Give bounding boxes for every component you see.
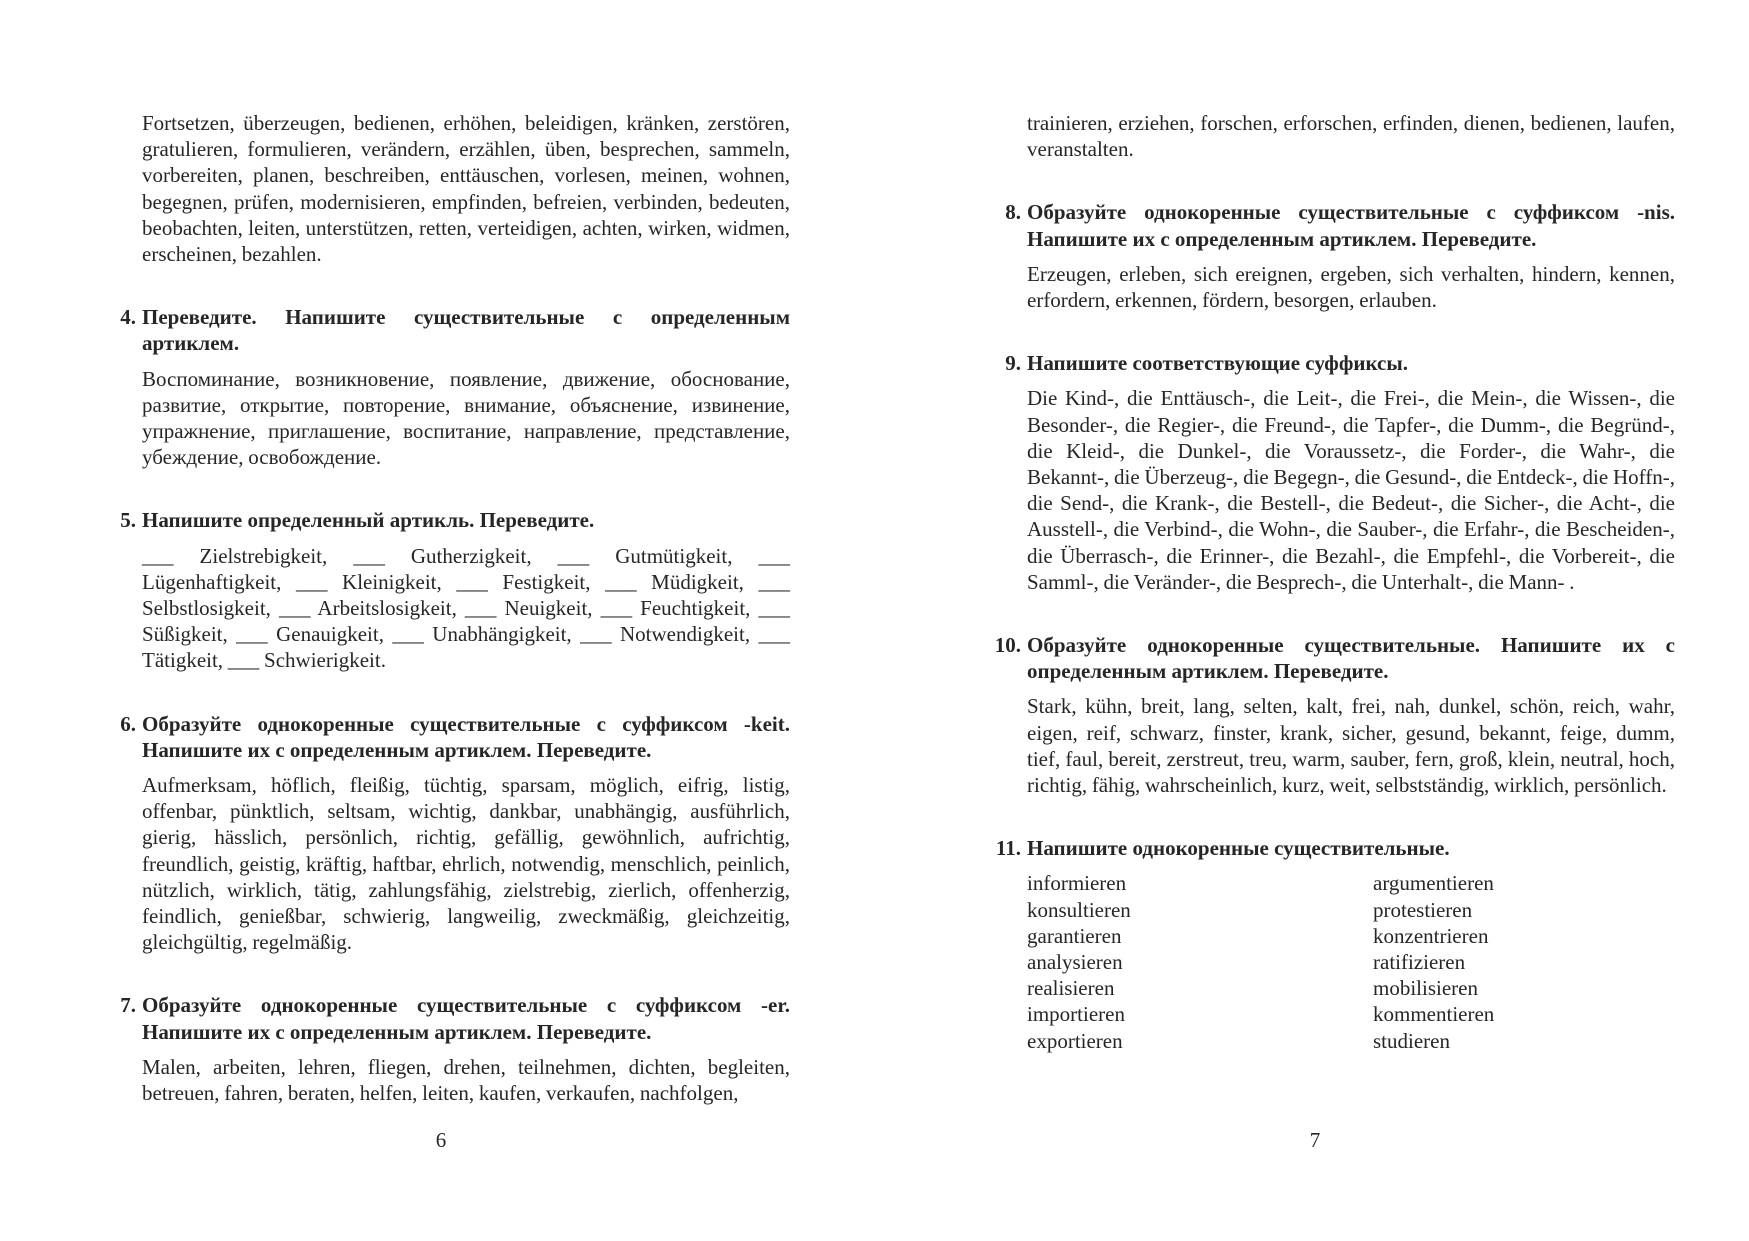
exercise-text: Aufmerksam, höflich, fleißig, tüchtig, sparsam, möglich, eifrig, listig, offenbar, pünktlich, seltsam, wichtig, dankbar, unabhängig, ausführlich, gierig, hässlich, persönlich, richtig, gefällig, gewöhnlich, aufrichtig, freundlich, geistig, kräftig, haftbar, ehrlich, notwendig, menschlich, peinlich, nützlich, wirklich, tätig, zahlungsfähig, zielstrebig, zierlich, offenherzig, feindlich, genießbar, schwierig, langweilig, zweckmäßig, gleichzeitig, gleichgültig, regelmäßig. (142, 773, 790, 955)
exercise-text: Воспоминание, возникновение, появление, движение, обоснование, развитие, открытие, повторение, внимание, объяснение, извинение, упражнение, приглашение, воспитание, направление, представление, убеждение, освобождение. (142, 366, 790, 470)
right-column (994, 110, 1675, 1054)
right-page (874, 0, 1749, 1241)
exercise-number: 6. (120, 711, 136, 736)
exercise-title: Образуйте однокоренные существительные с суффиксом -er. Напишите их с определенным артиклем. Переведите. (142, 993, 790, 1044)
page-number: 6 (435, 1128, 447, 1152)
exercise-text: ___ Zielstrebigkeit, ___ Gutherzigkeit, ___ Gutmütigkeit, ___ Lügenhaftigkeit, ___ Kleinigkeit, ___ Festigkeit, ___ Müdigkeit, ___ Selbstlosigkeit, ___ Arbeitslosigkeit, ___ Neuigkeit, ___ Feuchtigkeit, ___ Süßigkeit, ___ Genauigkeit, ___ Unabhängigkeit, ___ Notwendigkeit, ___ Tätigkeit, ___ Schwierigkeit. (142, 543, 790, 673)
exercise-6 (120, 711, 790, 956)
word-item: konzentrieren (1373, 923, 1489, 948)
word-item: importieren (1027, 1002, 1125, 1027)
word-item: protestieren (1373, 897, 1473, 922)
word-column-1 (1027, 870, 1373, 1053)
exercise-number: 7. (120, 993, 136, 1018)
word-columns (1027, 870, 1675, 1053)
word-item: exportieren (1027, 1028, 1123, 1053)
intro-text: Fortsetzen, überzeugen, bedienen, erhöhen, beleidigen, kränken, zerstören, gratulieren, formulieren, verändern, erzählen, üben, besprechen, sammeln, vorbereiten, planen, beschreiben, enttäuschen, vorlesen, meinen, wohnen, begegnen, prüfen, modernisieren, empfinden, befreien, verbinden, bedeuten, beobachten, leiten, unterstützen, retten, verteidigen, achten, wirken, widmen, erscheinen, bezahlen. (142, 111, 790, 267)
word-item: informieren (1027, 871, 1127, 896)
word-item: konsultieren (1027, 897, 1131, 922)
exercise-number: 10. (994, 633, 1021, 658)
word-item: realisieren (1027, 976, 1115, 1001)
exercise-text: Malen, arbeiten, lehren, fliegen, drehen, teilnehmen, dichten, begleiten, betreuen, fahren, beraten, helfen, leiten, kaufen, verkaufen, nachfolgen, (142, 1054, 790, 1106)
word-item: mobilisieren (1373, 976, 1478, 1001)
exercise-title: Образуйте однокоренные существительные с суффиксом -nis. Напишите их с определенным артиклем. Переведите. (1027, 200, 1675, 251)
exercise-10 (994, 632, 1675, 798)
exercise-number: 11. (995, 836, 1021, 861)
word-item: analysieren (1027, 950, 1123, 975)
word-item: garantieren (1027, 923, 1122, 948)
exercise-5 (120, 507, 790, 673)
exercise-title: Образуйте однокоренные существительные. Напишите их с определенным артиклем. Переведите. (1027, 633, 1675, 684)
left-column (120, 110, 790, 1106)
exercise-9 (1005, 350, 1675, 595)
word-item: argumentieren (1373, 871, 1494, 896)
exercise-title: Напишите определенный артикль. Переведите. (142, 508, 595, 533)
exercise-number: 9. (1005, 351, 1021, 376)
word-item: kommentieren (1373, 1002, 1495, 1027)
exercise-title: Напишите соответствующие суффиксы. (1027, 351, 1408, 376)
exercise-text: Erzeugen, erleben, sich ereignen, ergeben, sich verhalten, hindern, kennen, erfordern, erkennen, fördern, besorgen, erlauben. (1027, 261, 1675, 313)
exercise-title: Напишите однокоренные существительные. (1027, 836, 1450, 861)
exercise-number: 5. (120, 508, 136, 533)
word-item: ratifizieren (1373, 950, 1466, 975)
word-item: studieren (1373, 1028, 1450, 1053)
exercise-number: 8. (1005, 200, 1021, 225)
exercise-number: 4. (120, 305, 136, 330)
exercise-11 (995, 835, 1675, 1054)
word-column-2 (1373, 870, 1673, 1053)
exercise-title: Образуйте однокоренные существительные с суффиксом -keit. Напишите их с определенным артиклем. Переведите. (142, 711, 790, 762)
exercise-8 (1005, 199, 1675, 313)
intro-text: trainieren, erziehen, forschen, erforschen, erfinden, dienen, bedienen, laufen, veranstalten. (1027, 111, 1675, 162)
exercise-title: Переведите. Напишите существительные с определенным артиклем. (142, 305, 790, 356)
left-page (0, 0, 874, 1241)
page-number: 7 (1309, 1128, 1321, 1152)
exercise-text: Die Kind-, die Enttäusch-, die Leit-, die Frei-, die Mein-, die Wissen-, die Besonder-, die Regier-, die Freund-, die Tapfer-, die Dumm-, die Begründ-, die Kleid-, die Dunkel-, die Voraussetz-, die Forder-, die Wahr-, die Bekannt-, die Überzeug-, die Begegn-, die Gesund-, die Entdeck-, die Hoffn-, die Send-, die Krank-, die Bestell-, die Bedeut-, die Sicher-, die Acht-, die Ausstell-, die Verbind-, die Wohn-, die Sauber-, die Erfahr-, die Bescheiden-, die Überrasch-, die Erinner-, die Bezahl-, die Empfehl-, die Vorbereit-, die Samml-, die Veränder-, die Besprech-, die Unterhalt-, die Mann- . (1027, 386, 1675, 594)
exercise-text: Stark, kühn, breit, lang, selten, kalt, frei, nah, dunkel, schön, reich, wahr, eigen, reif, schwarz, finster, krank, sicher, gesund, bekannt, feige, dumm, tief, faul, bereit, zerstreut, treu, warm, sauber, fern, groß, klein, neutral, hoch, richtig, fähig, wahrscheinlich, kurz, weit, selbstständig, wirklich, persönlich. (1027, 694, 1675, 798)
exercise-4 (120, 304, 790, 470)
exercise-7 (120, 992, 790, 1106)
